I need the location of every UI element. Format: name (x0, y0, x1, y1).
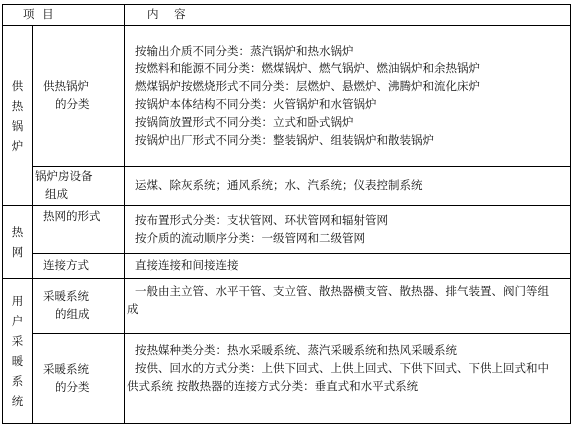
header-row (3, 5, 571, 26)
group-char: 用 (11, 294, 24, 308)
group-char: 统 (11, 394, 24, 408)
sub-label-line: 组成 (45, 187, 68, 201)
group-char: 供 (11, 78, 24, 93)
content-line: 按热媒种类分类：热水采暖系统、蒸汽采暖系统和热风采暖系统 (135, 343, 457, 357)
sub-label-line: 采暖系统 (43, 361, 89, 376)
sub-label-boiler-room (33, 167, 125, 206)
classification-table (2, 4, 571, 424)
content-line: 成 (127, 301, 139, 316)
sub-label-heating-classification (33, 334, 125, 424)
table-row (3, 334, 571, 424)
sub-label-line: 热网的形式 (43, 209, 101, 223)
sub-label-line: 锅炉房设备 (35, 169, 93, 184)
content-line: 燃煤锅炉按燃烧形式不同分类：层燃炉、悬燃炉、沸腾炉和流化床炉 (135, 79, 480, 94)
sub-label-line: 连接方式 (43, 258, 89, 273)
sub-label-line: 的分类 (55, 97, 90, 111)
content-cell (125, 279, 571, 334)
content-line: 按介质的流动顺序分类：一级管网和二级管网 (135, 230, 365, 245)
table-row (3, 26, 571, 167)
group-char: 热 (11, 98, 24, 113)
table-row (3, 206, 571, 254)
group-char: 户 (11, 314, 24, 328)
group-char: 炉 (11, 138, 24, 153)
content-line: 一般由主立管、水平干管、支立管、散热器横支管、散热器、排气装置、阀门等组 (135, 284, 549, 298)
group-char: 暖 (11, 354, 24, 368)
group-char: 网 (11, 245, 24, 259)
group-label-network (3, 206, 33, 279)
table-row (3, 279, 571, 334)
content-cell (125, 167, 571, 206)
sub-label-boiler-classification (33, 26, 125, 167)
header-item: 项 目 (3, 5, 125, 26)
content-line: 直接连接和间接连接 (135, 258, 239, 273)
sub-label-line: 供热锅炉 (43, 79, 89, 94)
content-line: 按锅炉出厂形式不同分类：整装锅炉、组装锅炉和散装锅炉 (135, 132, 434, 147)
group-label-heating (3, 279, 33, 424)
sub-label-heating-composition (33, 279, 125, 334)
content-line: 按输出介质不同分类：蒸汽锅炉和热水锅炉 (135, 43, 354, 58)
sub-label-network-form (33, 206, 125, 254)
content-line: 按供、回水的方式分类：上供下回式、上供上回式、下供下回式、下供上回式和中 (135, 360, 549, 375)
content-cell (125, 254, 571, 279)
content-line: 按布置形式分类：支状管网、环状管网和辐射管网 (135, 212, 388, 227)
sub-label-connection (33, 254, 125, 279)
table-row (3, 254, 571, 279)
sub-label-line: 采暖系统 (43, 289, 89, 304)
group-char: 系 (11, 374, 24, 388)
content-line: 按锅炉本体结构不同分类：火管锅炉和水管锅炉 (135, 97, 377, 111)
sub-label-line: 的组成 (55, 307, 90, 321)
content-cell (125, 206, 571, 254)
table-row (3, 167, 571, 206)
header-content: 内 容 (125, 5, 571, 26)
content-line: 供式系统 按散热器的连接方式分类：垂直式和水平式系统 (127, 378, 419, 393)
group-char: 锅 (11, 118, 24, 133)
content-cell (125, 334, 571, 424)
content-line: 运煤、除灰系统；通风系统；水、汽系统；仪表控制系统 (135, 178, 423, 193)
content-cell (125, 26, 571, 167)
sub-label-line: 的分类 (55, 379, 90, 394)
content-line: 按燃料和能源不同分类：燃煤锅炉、燃气锅炉、燃油锅炉和余热锅炉 (135, 61, 480, 76)
group-char: 采 (11, 334, 24, 348)
group-label-boiler (3, 26, 33, 206)
group-char: 热 (11, 225, 24, 239)
content-line: 按锅筒放置形式不同分类：立式和卧式锅炉 (135, 114, 354, 129)
